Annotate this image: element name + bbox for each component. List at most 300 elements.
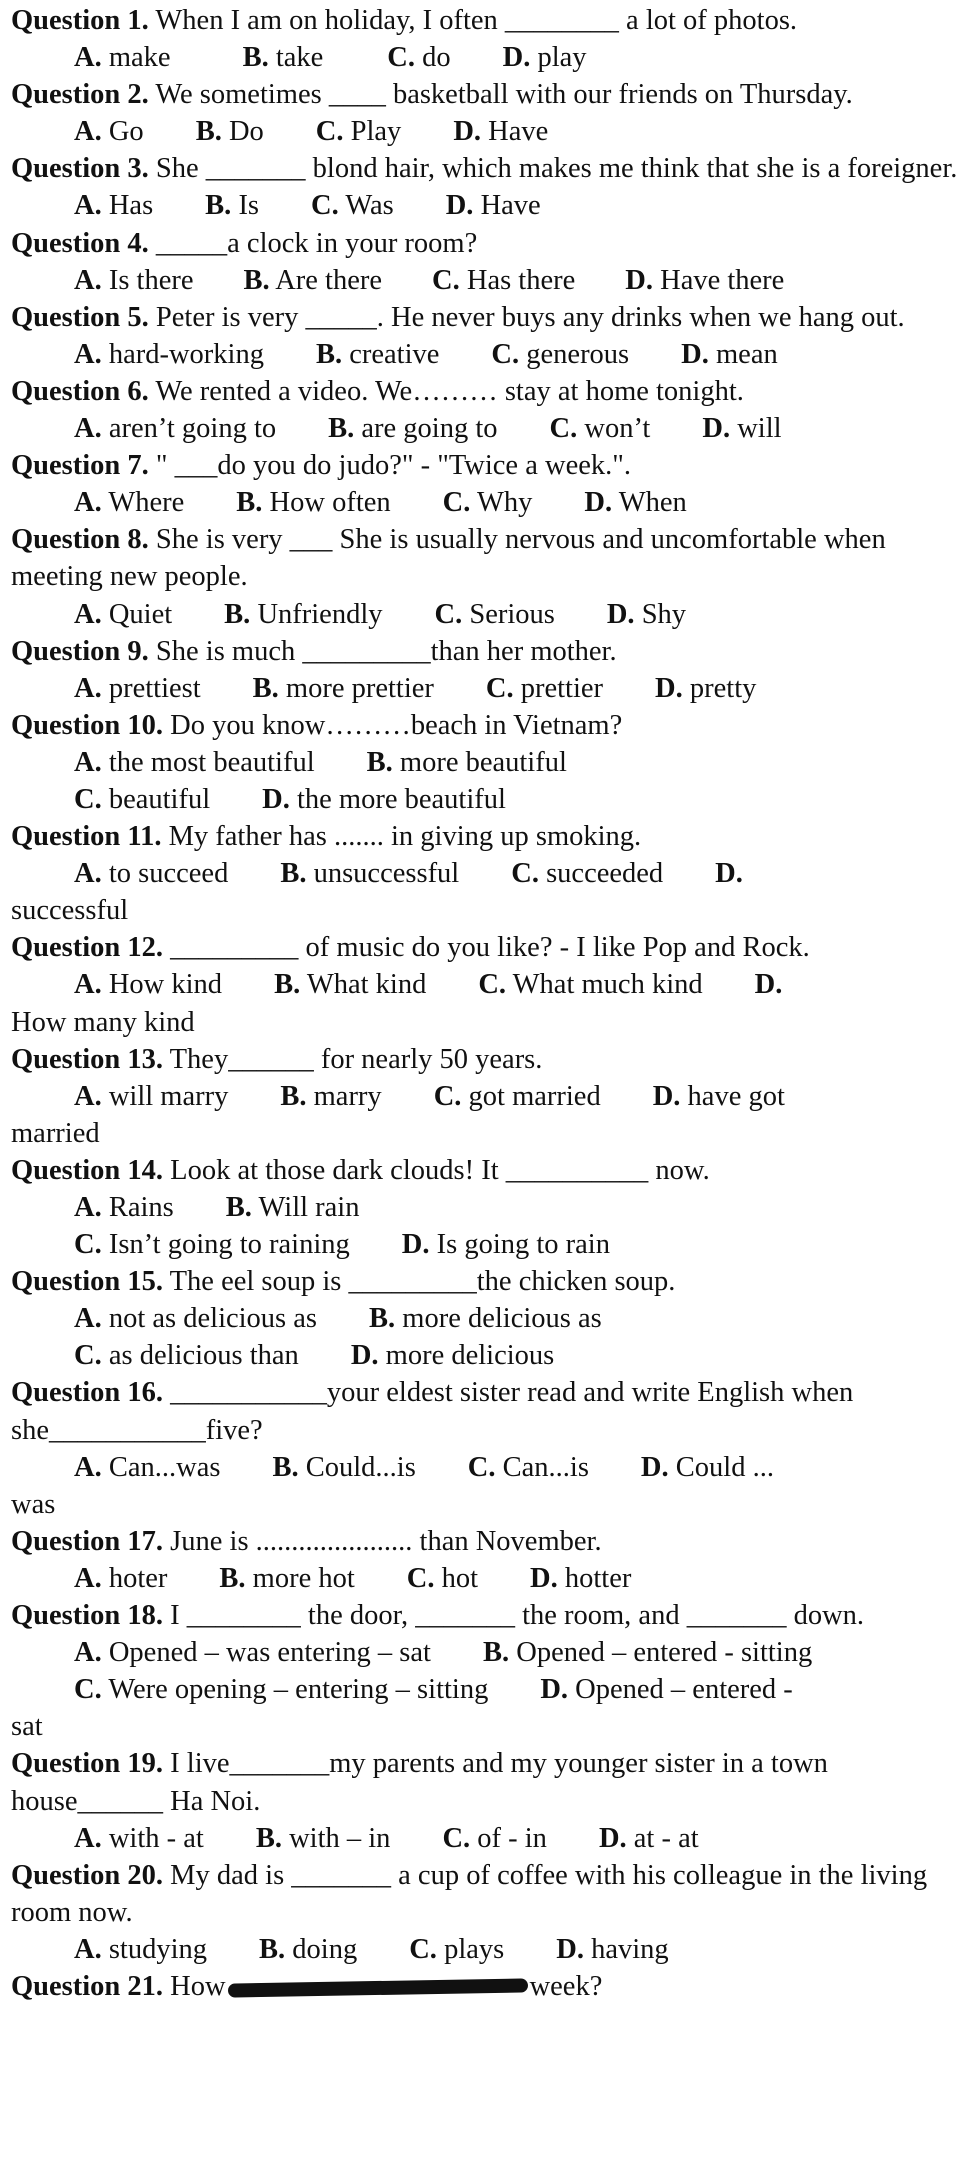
question-text: She is much _________than her mother. [148, 635, 617, 667]
option-text: What kind [300, 969, 427, 1001]
option-text: Could ... [668, 1451, 774, 1483]
cropped-next-line [70, 2148, 950, 2163]
option-text: Have [473, 190, 541, 222]
option-text: not as delicious as [101, 1303, 318, 1335]
option-letter: C. [433, 1080, 462, 1112]
option-letter: C. [434, 598, 463, 630]
option-text: at - at [626, 1822, 699, 1854]
answer-option [74, 596, 172, 633]
question-stem [11, 633, 959, 670]
options-row [11, 1189, 959, 1226]
options-row [11, 1449, 959, 1486]
answer-option [74, 1337, 299, 1374]
answer-option [74, 966, 222, 1003]
answer-option [74, 1078, 228, 1115]
option-text: of - in [470, 1822, 547, 1854]
option-text: prettier [513, 672, 604, 704]
answer-option [274, 966, 426, 1003]
option-text: more hot [245, 1562, 355, 1594]
answer-option [196, 113, 264, 150]
option-letter: D. [652, 1080, 681, 1112]
question-text: " ___do you do judo?" - "Twice a week.". [148, 450, 631, 482]
option-letter: B. [259, 1933, 286, 1965]
option-letter: C. [549, 413, 578, 445]
answer-option [625, 262, 784, 299]
option-letter: D. [702, 413, 731, 445]
answer-option [74, 187, 153, 224]
option-letter: B. [366, 746, 393, 778]
answer-option [550, 410, 651, 447]
answer-option [74, 1634, 431, 1671]
option-text: will marry [101, 1080, 229, 1112]
option-letter: A. [74, 1451, 102, 1483]
option-text: hard-working [101, 338, 264, 370]
option-text: generous [519, 338, 630, 370]
option-letter: A. [74, 969, 102, 1001]
answer-option [236, 484, 390, 521]
option-text: succeeded [538, 858, 664, 890]
option-text: take [268, 42, 324, 74]
answer-option [74, 744, 315, 781]
question-stem [11, 447, 959, 484]
option-text: with - at [101, 1822, 204, 1854]
option-letter: C. [74, 1229, 102, 1261]
answer-option [74, 1300, 317, 1337]
answer-option [74, 855, 228, 892]
option-text: Is there [101, 264, 194, 296]
option-text: Opened – entered - sitting [509, 1637, 813, 1669]
option-text: won’t [577, 413, 651, 445]
option-text: as delicious than [101, 1340, 299, 1372]
option-text: prettiest [101, 672, 201, 704]
question-label: Question 18. [11, 1600, 164, 1632]
option-text: hotter [557, 1562, 632, 1594]
question-stem [11, 1152, 959, 1189]
option-letter: C. [74, 783, 102, 815]
option-letter: A. [74, 746, 102, 778]
option-letter: C. [74, 1674, 102, 1706]
answer-option [316, 113, 402, 150]
options-row [11, 966, 959, 1003]
answer-option [367, 744, 567, 781]
question-stem [11, 150, 959, 187]
option-text: beautiful [101, 783, 211, 815]
answer-option [74, 39, 171, 76]
question-label: Question 17. [11, 1525, 164, 1557]
question-text: June is ...................... than November. [163, 1525, 602, 1557]
option-text: Have there [652, 264, 785, 296]
question-text: She _______ blond hair, which makes me think that she is a foreigner. [148, 153, 958, 185]
option-text: Isn’t going to raining [101, 1229, 350, 1261]
option-letter: C. [409, 1933, 437, 1965]
option-letter: D. [598, 1822, 627, 1854]
options-row [11, 1226, 959, 1263]
options-row [11, 484, 959, 521]
option-letter: D. [640, 1451, 669, 1483]
options-row [11, 781, 959, 818]
option-text: Where [101, 487, 185, 519]
answer-option [74, 410, 276, 447]
option-text: Is [231, 190, 260, 222]
option-letter: B. [280, 1080, 307, 1112]
answer-option [316, 336, 439, 373]
option-letter: B. [274, 969, 301, 1001]
options-row [11, 262, 959, 299]
option-text: make [101, 42, 171, 74]
question-label: Question 3. [11, 153, 149, 185]
option-letter: B. [328, 413, 355, 445]
option-text: do [415, 42, 451, 74]
option-text: hoter [101, 1562, 168, 1594]
answer-option [243, 39, 324, 76]
option-letter: C. [485, 672, 514, 704]
option-continuation: was [11, 1488, 56, 1520]
option-letter: D. [540, 1674, 569, 1706]
option-text: Why [470, 487, 533, 519]
question-label: Question 6. [11, 375, 149, 407]
answer-option [74, 113, 144, 150]
option-text: Is going to rain [429, 1229, 610, 1261]
option-letter: C. [511, 858, 539, 890]
option-letter: A. [74, 1080, 102, 1112]
question-label: Question 9. [11, 635, 149, 667]
answer-option [556, 1931, 668, 1968]
question-label: Question 13. [11, 1043, 164, 1075]
question-stem [11, 929, 959, 966]
option-text: the most beautiful [101, 746, 315, 778]
option-text: How kind [101, 969, 223, 1001]
question-label: Question 15. [11, 1266, 164, 1298]
option-letter: B. [255, 1822, 282, 1854]
options-row [11, 744, 959, 781]
answer-option [409, 1931, 504, 1968]
question-text: _____a clock in your room? [148, 227, 478, 259]
option-text: plays [436, 1933, 505, 1965]
option-letter: C. [311, 190, 339, 222]
question-text: She is very ___ She is usually nervous and uncomfortable when meeting new people. [11, 524, 886, 593]
option-text: Shy [634, 598, 687, 630]
options-row [11, 187, 959, 224]
option-text: Are there [269, 264, 383, 296]
question-label: Question 20. [11, 1859, 164, 1891]
options-row [11, 1300, 959, 1337]
answer-option [272, 1449, 415, 1486]
option-letter: A. [74, 338, 102, 370]
option-letter: A. [74, 858, 102, 890]
question-label: Question 21. [11, 1970, 164, 2002]
option-letter: A. [74, 1562, 102, 1594]
question-stem [11, 1374, 959, 1448]
option-letter: B. [252, 672, 279, 704]
option-text: to succeed [101, 858, 229, 890]
option-letter: A. [74, 1637, 102, 1669]
question-label: Question 2. [11, 79, 149, 111]
option-text: Serious [462, 598, 555, 630]
answer-option [755, 966, 783, 1003]
option-letter: B. [205, 190, 232, 222]
question-label: Question 7. [11, 450, 149, 482]
option-text: got married [461, 1080, 601, 1112]
option-continuation: successful [11, 895, 129, 927]
answer-option [607, 596, 686, 633]
option-letter: B. [242, 42, 269, 74]
question-stem [11, 299, 959, 336]
option-text: Do [221, 116, 264, 148]
option-letter: D. [655, 672, 683, 704]
options-row [11, 1820, 959, 1857]
options-row [11, 1078, 959, 1115]
option-text: Rains [101, 1192, 174, 1223]
answer-option [311, 187, 394, 224]
question-label: Question 4. [11, 227, 149, 259]
answer-option [468, 1449, 589, 1486]
redaction-scribble [227, 1979, 527, 1998]
answer-option [715, 855, 743, 892]
option-letter: A. [74, 190, 102, 222]
option-letter: B. [369, 1303, 396, 1335]
options-row [11, 39, 959, 76]
answer-option [511, 855, 663, 892]
question-text: My father has ....... in giving up smoking. [161, 821, 642, 853]
option-letter: A. [74, 413, 102, 445]
option-text: How often [262, 487, 391, 519]
option-letter: C. [387, 42, 416, 74]
answer-option [259, 1931, 357, 1968]
option-text: Were opening – entering – sitting [101, 1674, 489, 1706]
option-text: marry [306, 1080, 382, 1112]
answer-option [435, 596, 555, 633]
option-letter: B. [195, 116, 222, 148]
answer-option [280, 1078, 381, 1115]
option-letter: B. [272, 1451, 299, 1483]
answer-option [74, 1820, 204, 1857]
option-text: Will rain [251, 1192, 360, 1223]
answer-option [74, 262, 194, 299]
question-text: They______ for nearly 50 years. [163, 1043, 543, 1075]
answer-option [442, 1820, 547, 1857]
answer-option [483, 1634, 812, 1671]
option-letter: C. [74, 1340, 102, 1372]
answer-option [226, 1189, 360, 1226]
option-letter: B. [224, 598, 251, 630]
answer-option [262, 781, 506, 818]
question-stem [11, 225, 959, 262]
question-text: We rented a video. We……… stay at home tonight. [148, 375, 744, 407]
answer-option [478, 966, 702, 1003]
option-text: Opened – was entering – sat [101, 1637, 431, 1669]
question-label: Question 14. [11, 1154, 164, 1186]
option-text: Opened – entered - [568, 1674, 793, 1706]
question-stem [11, 1263, 959, 1300]
option-letter: B. [482, 1637, 510, 1669]
option-letter: D. [401, 1229, 430, 1261]
answer-option [74, 1226, 350, 1263]
option-letter: D. [606, 598, 635, 630]
option-letter: C. [442, 487, 471, 519]
answer-option [432, 262, 575, 299]
options-row [11, 410, 959, 447]
question-label: Question 1. [11, 5, 149, 36]
answer-option [443, 484, 533, 521]
answer-option [253, 670, 434, 707]
answer-option [702, 410, 781, 447]
options-row [11, 855, 959, 892]
answer-option [681, 336, 778, 373]
answer-option [655, 670, 756, 707]
question-text: ___________your eldest sister read and write English when she___________five? [11, 1377, 854, 1446]
answer-option [256, 1820, 391, 1857]
answer-option [446, 187, 541, 224]
options-row [11, 1634, 959, 1671]
option-text: are going to [354, 413, 498, 445]
option-letter: D. [262, 783, 290, 815]
option-letter: B. [236, 487, 263, 519]
answer-option [491, 336, 629, 373]
option-letter: B. [219, 1562, 246, 1594]
option-letter: C. [406, 1562, 435, 1594]
option-letter: D. [530, 1562, 558, 1594]
question-text: I live_______my parents and my younger sister in a town house______ Ha Noi. [11, 1748, 828, 1817]
option-text: will [730, 413, 782, 445]
option-text: Has [101, 190, 154, 222]
answer-option [74, 781, 210, 818]
answer-option [407, 1560, 478, 1597]
option-text: doing [285, 1933, 358, 1965]
option-continuation: married [11, 1117, 100, 1149]
question-label: Question 11. [11, 821, 162, 853]
option-text: Can...is [495, 1451, 589, 1483]
answer-option [369, 1300, 602, 1337]
answer-option [530, 1560, 631, 1597]
option-letter: A. [74, 487, 102, 519]
option-text: Unfriendly [250, 598, 383, 630]
option-letter: A. [74, 1192, 102, 1223]
option-text: have got [680, 1080, 785, 1112]
options-row [11, 1560, 959, 1597]
question-text: My dad is _______ a cup of coffee with his colleague in the living room now. [11, 1859, 928, 1928]
option-text: unsuccessful [306, 858, 460, 890]
option-text: Have [481, 116, 549, 148]
option-letter: C. [491, 338, 520, 370]
question-text: Do you know………beach in Vietnam? [163, 709, 623, 741]
option-text: Go [101, 116, 144, 148]
options-row [11, 596, 959, 633]
answer-option [387, 39, 450, 76]
option-letter: A. [74, 264, 102, 296]
question-stem [11, 818, 959, 855]
option-text: Can...was [101, 1451, 221, 1483]
question-stem [11, 76, 959, 113]
option-text: more beautiful [392, 746, 567, 778]
question-stem [11, 521, 959, 595]
answer-option [599, 1820, 699, 1857]
option-letter: D. [453, 116, 482, 148]
option-letter: C. [478, 969, 507, 1001]
question-stem [11, 373, 959, 410]
option-letter: D. [754, 969, 783, 1001]
option-continuation: sat [11, 1711, 43, 1743]
question-stem [11, 1857, 959, 1931]
option-text: aren’t going to [101, 413, 277, 445]
answer-option [74, 1671, 488, 1708]
option-letter: D. [502, 42, 531, 74]
answer-option [434, 1078, 601, 1115]
option-text: creative [342, 338, 440, 370]
options-row [11, 670, 959, 707]
option-letter: A. [74, 1303, 102, 1335]
option-continuation: How many kind [11, 1006, 195, 1038]
option-letter: A. [74, 598, 102, 630]
answer-option [74, 1931, 207, 1968]
question-text: Peter is very _____. He never buys any drinks when we hang out. [148, 301, 905, 333]
answer-option [74, 1449, 220, 1486]
option-letter: A. [74, 42, 102, 74]
option-letter: D. [556, 1933, 584, 1965]
option-text: play [530, 42, 587, 74]
option-letter: A. [74, 672, 102, 704]
question-text: week? [529, 1970, 603, 2002]
answer-option [244, 262, 383, 299]
answer-option [74, 670, 201, 707]
question-text: When I am on holiday, I often ________ a lot of photos. [148, 5, 798, 36]
option-letter: B. [243, 264, 270, 296]
option-text: Quiet [101, 598, 173, 630]
option-text: When [612, 487, 687, 519]
question-stem [11, 2, 959, 39]
option-text: more delicious [378, 1340, 555, 1372]
options-row [11, 1931, 959, 1968]
option-letter: C. [315, 116, 344, 148]
option-letter: D. [625, 264, 653, 296]
options-row [11, 113, 959, 150]
option-letter: C. [467, 1451, 496, 1483]
answer-option [402, 1226, 610, 1263]
option-letter: D. [715, 858, 743, 890]
option-text: the more beautiful [289, 783, 506, 815]
answer-option [74, 336, 264, 373]
question-stem [11, 1968, 959, 2005]
question-text: I ________ the door, _______ the room, and _______ down. [163, 1600, 865, 1632]
option-letter: D. [681, 338, 709, 370]
option-text: Was [338, 190, 394, 222]
option-text: What much kind [506, 969, 703, 1001]
option-text: hot [434, 1562, 479, 1594]
question-label: Question 16. [11, 1377, 164, 1409]
options-row [11, 1337, 959, 1374]
answer-option [453, 113, 548, 150]
question-label: Question 12. [11, 932, 164, 964]
option-text: pretty [682, 672, 757, 704]
answer-option [74, 1189, 174, 1226]
options-row [11, 336, 959, 373]
question-stem [11, 1523, 959, 1560]
option-letter: B. [280, 858, 307, 890]
option-letter: A. [74, 1933, 102, 1965]
answer-option [328, 410, 497, 447]
answer-option [205, 187, 259, 224]
option-text: studying [101, 1933, 208, 1965]
answer-option [74, 1560, 167, 1597]
question-stem [11, 1745, 959, 1819]
answer-option [280, 855, 459, 892]
option-letter: C. [432, 264, 460, 296]
option-letter: B. [225, 1192, 252, 1223]
option-text: more delicious as [395, 1303, 602, 1335]
option-letter: C. [442, 1822, 471, 1854]
question-text: The eel soup is _________the chicken soup. [163, 1266, 676, 1298]
option-letter: D. [350, 1340, 379, 1372]
question-label: Question 5. [11, 301, 149, 333]
